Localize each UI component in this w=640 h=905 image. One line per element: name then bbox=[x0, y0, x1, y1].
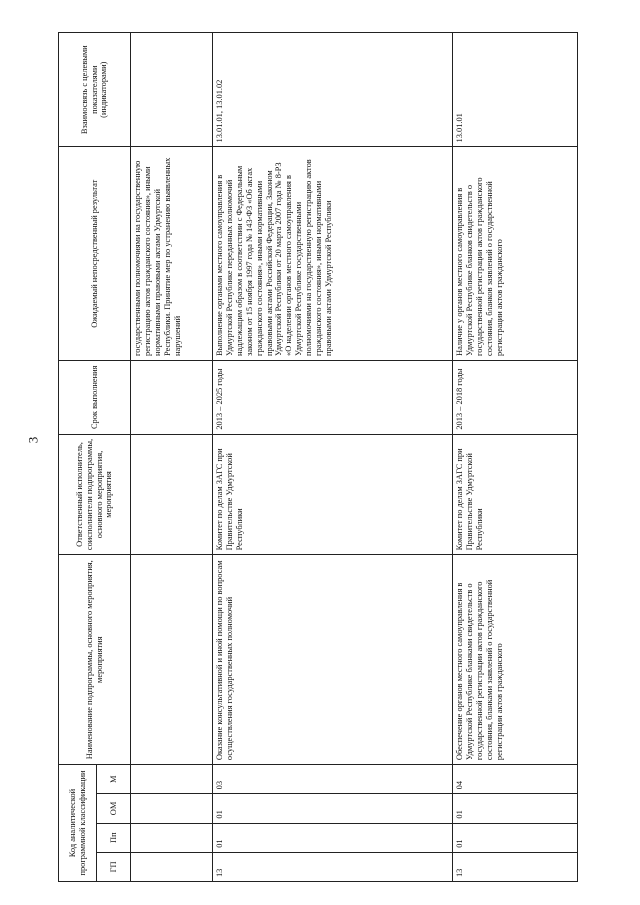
cell-result: Наличие у органов местного самоуправления в Удмуртской Республике бланков свидетельств о государственной регистрации актов гражданского состояния, бланков заявлений о государственной регистрации актов гражданского bbox=[453, 147, 578, 361]
cell-pp bbox=[131, 823, 213, 852]
cell-link: 13.01.01, 13.01.02 bbox=[213, 33, 453, 147]
cell-gp bbox=[131, 852, 213, 881]
page-number: 3 bbox=[25, 436, 41, 444]
header-code-group: Код аналитической программной классификации bbox=[59, 765, 97, 882]
header-term: Срок выполнения bbox=[59, 360, 131, 434]
cell-om bbox=[131, 794, 213, 823]
program-table bbox=[58, 32, 578, 882]
cell-term bbox=[131, 360, 213, 434]
cell-result: Выполнение органами местного самоуправления в Удмуртской Республике переданных полномочий надлежащим образом в соответствии с Федеральным законом от 15 ноября 1997 года № 143-ФЗ «Об актах гражданского состояния», иными нормативными правовыми актами Российской Федерации, Законом Удмуртской Республики от 20 марта 2007 года № 8-РЗ «О наделении органов местного самоуправления в Удмуртской Республике государственными полномочиями на государственную регистрацию актов гражданского состояния», иными нормативными правовыми актами Удмуртской Республики bbox=[213, 147, 453, 361]
cell-responsible: Комитет по делам ЗАГС при Правительстве Удмуртской Республики bbox=[453, 434, 578, 555]
cell-term: 2013 – 2025 годы bbox=[213, 360, 453, 434]
header-name: Наименование подпрограммы, основного мероприятия, мероприятия bbox=[59, 555, 131, 765]
header-gp: ГП bbox=[97, 852, 131, 881]
header-om: ОМ bbox=[97, 794, 131, 823]
table-row bbox=[453, 33, 578, 882]
rotated-table-wrapper bbox=[58, 32, 578, 882]
cell-om: 01 bbox=[213, 794, 453, 823]
cell-pp: 01 bbox=[453, 823, 578, 852]
cell-result: государственными полномочиями на государственную регистрацию актов гражданского состояния», иными нормативными правовыми актами Удмуртской Республики. Принятие мер по устранению выявленных нарушений bbox=[131, 147, 213, 361]
header-pp: Пп bbox=[97, 823, 131, 852]
cell-m: 04 bbox=[453, 765, 578, 794]
header-m: М bbox=[97, 765, 131, 794]
header-link: Взаимосвязь с целевыми показателями (индикаторами) bbox=[59, 33, 131, 147]
cell-om: 01 bbox=[453, 794, 578, 823]
table-row bbox=[131, 33, 213, 882]
cell-name: Оказание консультативной и иной помощи по вопросам осуществления государственных полномочий bbox=[213, 555, 453, 765]
header-responsible: Ответственный исполнитель, соисполнители подпрограммы, основного мероприятия, мероприятия bbox=[59, 434, 131, 555]
cell-gp: 13 bbox=[213, 852, 453, 881]
cell-name: Обеспечение органов местного самоуправления в Удмуртской Республике бланками свидетельств о государственной регистрации актов гражданского состояния, бланками заявлений о государственной регистрации актов гражданского bbox=[453, 555, 578, 765]
cell-pp: 01 bbox=[213, 823, 453, 852]
cell-m bbox=[131, 765, 213, 794]
cell-name bbox=[131, 555, 213, 765]
cell-gp: 13 bbox=[453, 852, 578, 881]
cell-responsible: Комитет по делам ЗАГС при Правительстве Удмуртской Республики bbox=[213, 434, 453, 555]
header-result: Ожидаемый непосредственный результат bbox=[59, 147, 131, 361]
cell-link bbox=[131, 33, 213, 147]
cell-term: 2013 – 2018 годы bbox=[453, 360, 578, 434]
cell-link: 13.01.01 bbox=[453, 33, 578, 147]
cell-m: 03 bbox=[213, 765, 453, 794]
cell-responsible bbox=[131, 434, 213, 555]
table-row bbox=[213, 33, 453, 882]
